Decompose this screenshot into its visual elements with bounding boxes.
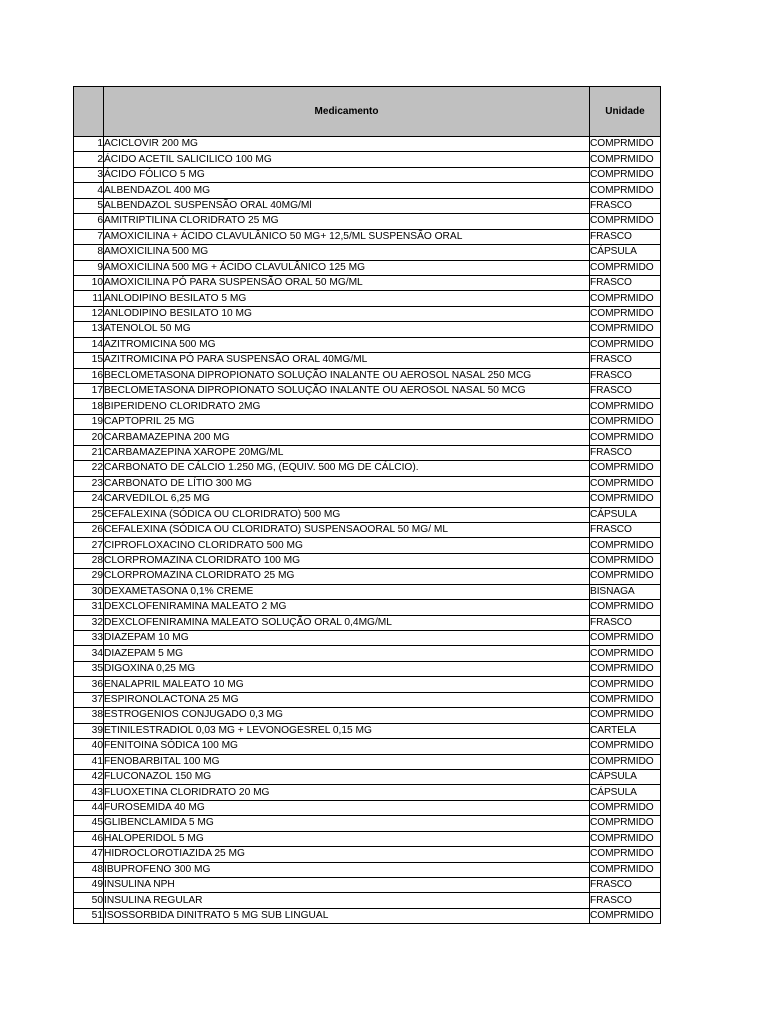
row-number: 49 bbox=[74, 878, 104, 893]
medication-name: AZITROMICINA 500 MG bbox=[104, 337, 590, 352]
table-row bbox=[74, 399, 661, 414]
medication-unit: COMPRMIDO bbox=[590, 600, 661, 615]
table-row bbox=[74, 214, 661, 229]
medication-unit: COMPRMIDO bbox=[590, 167, 661, 182]
table-row bbox=[74, 661, 661, 676]
table-row bbox=[74, 584, 661, 599]
medication-name: ANLODIPINO BESILATO 5 MG bbox=[104, 291, 590, 306]
table-row bbox=[74, 492, 661, 507]
row-number: 20 bbox=[74, 430, 104, 445]
table-row bbox=[74, 615, 661, 630]
medication-unit: COMPRMIDO bbox=[590, 260, 661, 275]
medication-name: HALOPERIDOL 5 MG bbox=[104, 831, 590, 846]
medication-name: FUROSEMIDA 40 MG bbox=[104, 800, 590, 815]
medication-unit: COMPRMIDO bbox=[590, 306, 661, 321]
medication-unit: FRASCO bbox=[590, 522, 661, 537]
medication-name: ALBENDAZOL 400 MG bbox=[104, 183, 590, 198]
medication-unit: FRASCO bbox=[590, 445, 661, 460]
row-number: 19 bbox=[74, 414, 104, 429]
medication-name: CARBONATO DE LÍTIO 300 MG bbox=[104, 476, 590, 491]
medication-unit: COMPRMIDO bbox=[590, 538, 661, 553]
table-row bbox=[74, 831, 661, 846]
medication-unit: BISNAGA bbox=[590, 584, 661, 599]
medication-unit: COMPRMIDO bbox=[590, 739, 661, 754]
medication-unit: COMPRMIDO bbox=[590, 152, 661, 167]
medication-name: CEFALEXINA (SÓDICA OU CLORIDRATO) 500 MG bbox=[104, 507, 590, 522]
medication-name: BECLOMETASONA DIPROPIONATO SOLUÇÃO INALANTE OU AEROSOL NASAL 250 MCG bbox=[104, 368, 590, 383]
medication-name: ENALAPRIL MALEATO 10 MG bbox=[104, 677, 590, 692]
table-row bbox=[74, 569, 661, 584]
table-row bbox=[74, 430, 661, 445]
table-row bbox=[74, 908, 661, 923]
medication-name: CAPTOPRIL 25 MG bbox=[104, 414, 590, 429]
table-row bbox=[74, 229, 661, 244]
medication-unit: COMPRMIDO bbox=[590, 291, 661, 306]
medication-name: ÁCIDO ACETIL SALICILICO 100 MG bbox=[104, 152, 590, 167]
medication-unit: CÁPSULA bbox=[590, 245, 661, 260]
row-number: 2 bbox=[74, 152, 104, 167]
row-number: 46 bbox=[74, 831, 104, 846]
table-row bbox=[74, 275, 661, 290]
row-number: 26 bbox=[74, 522, 104, 537]
row-number: 1 bbox=[74, 137, 104, 152]
row-number: 50 bbox=[74, 893, 104, 908]
row-number: 16 bbox=[74, 368, 104, 383]
row-number: 31 bbox=[74, 600, 104, 615]
row-number: 43 bbox=[74, 785, 104, 800]
medication-name: BIPERIDENO CLORIDRATO 2MG bbox=[104, 399, 590, 414]
row-number: 32 bbox=[74, 615, 104, 630]
table-row bbox=[74, 847, 661, 862]
row-number: 27 bbox=[74, 538, 104, 553]
table-row bbox=[74, 306, 661, 321]
row-number: 41 bbox=[74, 754, 104, 769]
medication-unit: COMPRMIDO bbox=[590, 569, 661, 584]
row-number: 3 bbox=[74, 167, 104, 182]
medication-name: IBUPROFENO 300 MG bbox=[104, 862, 590, 877]
medication-name: AMOXICILINA PÓ PARA SUSPENSÃO ORAL 50 MG/ML bbox=[104, 275, 590, 290]
row-number: 22 bbox=[74, 461, 104, 476]
medication-unit: COMPRMIDO bbox=[590, 677, 661, 692]
row-number: 30 bbox=[74, 584, 104, 599]
medication-unit: COMPRMIDO bbox=[590, 862, 661, 877]
table-row bbox=[74, 692, 661, 707]
medication-unit: COMPRMIDO bbox=[590, 692, 661, 707]
medication-name: CARVEDILOL 6,25 MG bbox=[104, 492, 590, 507]
medication-name: ACICLOVIR 200 MG bbox=[104, 137, 590, 152]
table-row bbox=[74, 384, 661, 399]
medication-name: FLUOXETINA CLORIDRATO 20 MG bbox=[104, 785, 590, 800]
medication-unit: FRASCO bbox=[590, 878, 661, 893]
medication-name: FENITOINA SÓDICA 100 MG bbox=[104, 739, 590, 754]
medication-name: AMITRIPTILINA CLORIDRATO 25 MG bbox=[104, 214, 590, 229]
table-row bbox=[74, 878, 661, 893]
table-row bbox=[74, 631, 661, 646]
medication-unit: CARTELA bbox=[590, 723, 661, 738]
row-number: 40 bbox=[74, 739, 104, 754]
medication-name: CLORPROMAZINA CLORIDRATO 100 MG bbox=[104, 553, 590, 568]
medication-name: AMOXICILINA + ÁCIDO CLAVULÂNICO 50 MG+ 12,5/ML SUSPENSÃO ORAL bbox=[104, 229, 590, 244]
row-number: 48 bbox=[74, 862, 104, 877]
medication-name: CARBONATO DE CÁLCIO 1.250 MG, (EQUIV. 500 MG DE CÁLCIO). bbox=[104, 461, 590, 476]
medication-unit: FRASCO bbox=[590, 198, 661, 213]
medication-name: CARBAMAZEPINA XAROPE 20MG/ML bbox=[104, 445, 590, 460]
table-row bbox=[74, 167, 661, 182]
table-body bbox=[74, 137, 661, 924]
medication-unit: COMPRMIDO bbox=[590, 461, 661, 476]
medication-unit: CÁPSULA bbox=[590, 785, 661, 800]
row-number: 12 bbox=[74, 306, 104, 321]
row-number: 24 bbox=[74, 492, 104, 507]
row-number: 47 bbox=[74, 847, 104, 862]
row-number: 23 bbox=[74, 476, 104, 491]
medication-name: ETINILESTRADIOL 0,03 MG + LEVONOGESREL 0,15 MG bbox=[104, 723, 590, 738]
header-unidade: Unidade bbox=[590, 87, 661, 137]
medication-name: DEXCLOFENIRAMINA MALEATO 2 MG bbox=[104, 600, 590, 615]
row-number: 8 bbox=[74, 245, 104, 260]
row-number: 34 bbox=[74, 646, 104, 661]
row-number: 21 bbox=[74, 445, 104, 460]
row-number: 7 bbox=[74, 229, 104, 244]
header-row bbox=[74, 87, 661, 137]
medication-unit: COMPRMIDO bbox=[590, 492, 661, 507]
medication-name: DIGOXINA 0,25 MG bbox=[104, 661, 590, 676]
medication-name: FLUCONAZOL 150 MG bbox=[104, 769, 590, 784]
medication-name: INSULINA REGULAR bbox=[104, 893, 590, 908]
medication-unit: FRASCO bbox=[590, 229, 661, 244]
medication-name: ANLODIPINO BESILATO 10 MG bbox=[104, 306, 590, 321]
row-number: 29 bbox=[74, 569, 104, 584]
table-row bbox=[74, 183, 661, 198]
medication-name: CLORPROMAZINA CLORIDRATO 25 MG bbox=[104, 569, 590, 584]
medication-name: ALBENDAZOL SUSPENSÃO ORAL 40MG/Ml bbox=[104, 198, 590, 213]
medication-unit: COMPRMIDO bbox=[590, 214, 661, 229]
row-number: 42 bbox=[74, 769, 104, 784]
medication-unit: CÁPSULA bbox=[590, 769, 661, 784]
medication-name: AZITROMICINA PÓ PARA SUSPENSÃO ORAL 40MG/ML bbox=[104, 353, 590, 368]
medication-unit: COMPRMIDO bbox=[590, 399, 661, 414]
table-row bbox=[74, 476, 661, 491]
medication-unit: FRASCO bbox=[590, 893, 661, 908]
medication-unit: COMPRMIDO bbox=[590, 430, 661, 445]
medication-unit: COMPRMIDO bbox=[590, 414, 661, 429]
table-row bbox=[74, 754, 661, 769]
medication-unit: COMPRMIDO bbox=[590, 908, 661, 923]
medication-name: ESTROGENIOS CONJUGADO 0,3 MG bbox=[104, 708, 590, 723]
medication-unit: FRASCO bbox=[590, 275, 661, 290]
medication-name: ESPIRONOLACTONA 25 MG bbox=[104, 692, 590, 707]
table-row bbox=[74, 893, 661, 908]
table-row bbox=[74, 137, 661, 152]
row-number: 13 bbox=[74, 322, 104, 337]
table-row bbox=[74, 522, 661, 537]
table-row bbox=[74, 507, 661, 522]
table-row bbox=[74, 816, 661, 831]
medication-table bbox=[73, 86, 661, 924]
table-row bbox=[74, 708, 661, 723]
medication-unit: COMPRMIDO bbox=[590, 847, 661, 862]
medication-name: ATENOLOL 50 MG bbox=[104, 322, 590, 337]
table-row bbox=[74, 723, 661, 738]
row-number: 14 bbox=[74, 337, 104, 352]
table-row bbox=[74, 739, 661, 754]
row-number: 6 bbox=[74, 214, 104, 229]
row-number: 28 bbox=[74, 553, 104, 568]
medication-name: GLIBENCLAMIDA 5 MG bbox=[104, 816, 590, 831]
medication-unit: COMPRMIDO bbox=[590, 661, 661, 676]
medication-unit: COMPRMIDO bbox=[590, 137, 661, 152]
row-number: 35 bbox=[74, 661, 104, 676]
row-number: 9 bbox=[74, 260, 104, 275]
row-number: 25 bbox=[74, 507, 104, 522]
table-row bbox=[74, 785, 661, 800]
medication-unit: COMPRMIDO bbox=[590, 631, 661, 646]
row-number: 36 bbox=[74, 677, 104, 692]
table-row bbox=[74, 322, 661, 337]
medication-name: ÁCIDO FÓLICO 5 MG bbox=[104, 167, 590, 182]
header-medicamento: Medicamento bbox=[104, 87, 590, 137]
medication-unit: COMPRMIDO bbox=[590, 322, 661, 337]
table-row bbox=[74, 445, 661, 460]
table-row bbox=[74, 600, 661, 615]
row-number: 44 bbox=[74, 800, 104, 815]
row-number: 38 bbox=[74, 708, 104, 723]
row-number: 10 bbox=[74, 275, 104, 290]
row-number: 33 bbox=[74, 631, 104, 646]
medication-unit: FRASCO bbox=[590, 353, 661, 368]
medication-unit: FRASCO bbox=[590, 368, 661, 383]
table-row bbox=[74, 337, 661, 352]
table-row bbox=[74, 353, 661, 368]
medication-name: CEFALEXINA (SÓDICA OU CLORIDRATO) SUSPENSAOORAL 50 MG/ ML bbox=[104, 522, 590, 537]
medication-name: CARBAMAZEPINA 200 MG bbox=[104, 430, 590, 445]
row-number: 51 bbox=[74, 908, 104, 923]
medication-name: DEXAMETASONA 0,1% CREME bbox=[104, 584, 590, 599]
medication-unit: COMPRMIDO bbox=[590, 183, 661, 198]
medication-unit: CÁPSULA bbox=[590, 507, 661, 522]
medication-unit: FRASCO bbox=[590, 615, 661, 630]
table-row bbox=[74, 245, 661, 260]
table-row bbox=[74, 152, 661, 167]
table-row bbox=[74, 553, 661, 568]
medication-unit: COMPRMIDO bbox=[590, 754, 661, 769]
table-row bbox=[74, 291, 661, 306]
table-row bbox=[74, 538, 661, 553]
row-number: 37 bbox=[74, 692, 104, 707]
table-row bbox=[74, 461, 661, 476]
medication-name: INSULINA NPH bbox=[104, 878, 590, 893]
row-number: 45 bbox=[74, 816, 104, 831]
table-row bbox=[74, 198, 661, 213]
medication-name: ISOSSORBIDA DINITRATO 5 MG SUB LINGUAL bbox=[104, 908, 590, 923]
table-row bbox=[74, 862, 661, 877]
table-row bbox=[74, 677, 661, 692]
medication-unit: COMPRMIDO bbox=[590, 337, 661, 352]
table-row bbox=[74, 368, 661, 383]
row-number: 39 bbox=[74, 723, 104, 738]
medication-unit: COMPRMIDO bbox=[590, 708, 661, 723]
table-header bbox=[74, 87, 661, 137]
medication-name: HIDROCLOROTIAZIDA 25 MG bbox=[104, 847, 590, 862]
medication-unit: FRASCO bbox=[590, 384, 661, 399]
medication-unit: COMPRMIDO bbox=[590, 800, 661, 815]
row-number: 11 bbox=[74, 291, 104, 306]
medication-name: FENOBARBITAL 100 MG bbox=[104, 754, 590, 769]
medication-unit: COMPRMIDO bbox=[590, 646, 661, 661]
row-number: 18 bbox=[74, 399, 104, 414]
medication-unit: COMPRMIDO bbox=[590, 816, 661, 831]
header-number bbox=[74, 87, 104, 137]
medication-name: CIPROFLOXACINO CLORIDRATO 500 MG bbox=[104, 538, 590, 553]
row-number: 17 bbox=[74, 384, 104, 399]
medication-name: BECLOMETASONA DIPROPIONATO SOLUÇÃO INALANTE OU AEROSOL NASAL 50 MCG bbox=[104, 384, 590, 399]
row-number: 4 bbox=[74, 183, 104, 198]
table-row bbox=[74, 769, 661, 784]
row-number: 5 bbox=[74, 198, 104, 213]
medication-unit: COMPRMIDO bbox=[590, 476, 661, 491]
medication-unit: COMPRMIDO bbox=[590, 553, 661, 568]
medication-name: AMOXICILINA 500 MG + ÁCIDO CLAVULÂNICO 125 MG bbox=[104, 260, 590, 275]
row-number: 15 bbox=[74, 353, 104, 368]
table-row bbox=[74, 260, 661, 275]
medication-name: DEXCLOFENIRAMINA MALEATO SOLUÇÃO ORAL 0,4MG/ML bbox=[104, 615, 590, 630]
table-row bbox=[74, 414, 661, 429]
table-row bbox=[74, 800, 661, 815]
medication-name: AMOXICILINA 500 MG bbox=[104, 245, 590, 260]
medication-name: DIAZEPAM 5 MG bbox=[104, 646, 590, 661]
medication-name: DIAZEPAM 10 MG bbox=[104, 631, 590, 646]
medication-unit: COMPRMIDO bbox=[590, 831, 661, 846]
table-row bbox=[74, 646, 661, 661]
